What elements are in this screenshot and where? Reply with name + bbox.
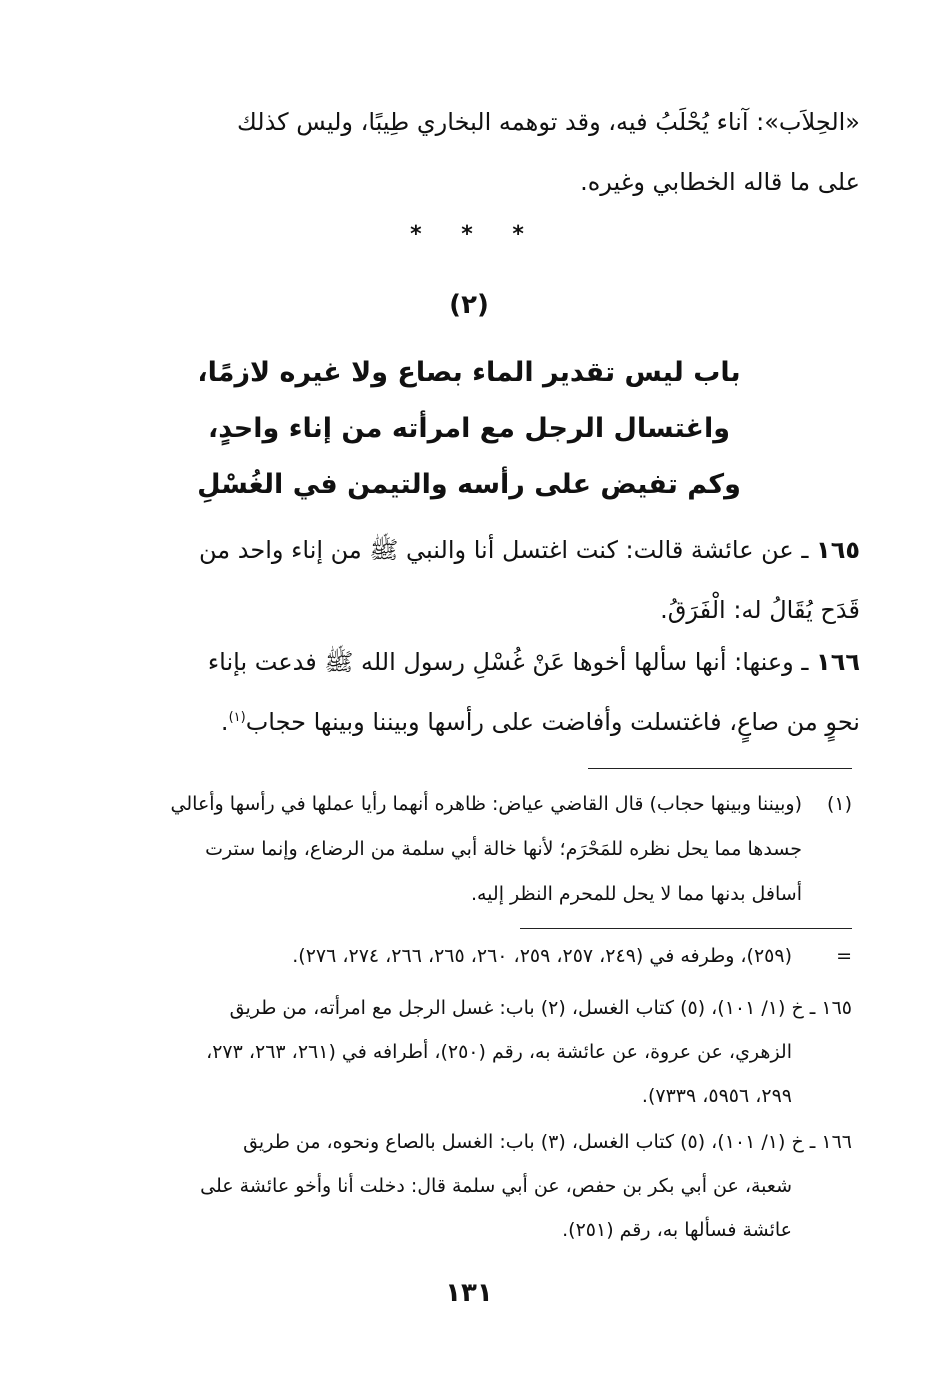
footnote-reference[interactable]: (١) xyxy=(228,710,246,725)
footnote-text: (وبيننا وبينها حجاب) قال القاضي عياض: ظاهره أنهما رأيا عملها في رأسها وأعالي xyxy=(170,793,802,815)
page-number: ١٣١ xyxy=(445,1278,493,1308)
footnote-marker: (١) xyxy=(826,793,852,815)
intro-line: على ما قاله الخطابي وغيره. xyxy=(580,168,860,196)
intro-line: «الحِلاَب»: آناء يُحْلَبُ فيه، وقد توهمه البخاري طِيبًا، وليس كذلك xyxy=(237,108,860,136)
takhrij-line xyxy=(140,934,852,978)
hadith-number: ١٦٥ xyxy=(816,536,860,564)
takhrij-line: عائشة فسألها به، رقم (٢٥١). xyxy=(562,1219,792,1241)
hadith-text: ـ وعنها: أنها سألها أخوها عَنْ غُسْلِ رسول الله ﷺ فدعت بإناء xyxy=(207,648,809,676)
hadith-line: نحوٍ من صاعٍ، فاغتسلت وأفاضت على رأسها وبيننا وبينها حجاب$^{(١)}$. xyxy=(220,708,860,736)
takhrij-text: (٢٥٩)، وطرفه في (٢٤٩، ٢٥٧، ٢٥٩، ٢٦٠، ٢٦٥، ٢٦٦، ٢٧٤، ٢٧٦). xyxy=(292,945,792,967)
hadith-165 xyxy=(140,520,860,640)
takhrij-divider xyxy=(520,928,852,929)
takhrij-166 xyxy=(140,1120,852,1252)
takhrij-number: ١٦٥ xyxy=(821,997,852,1019)
chapter-title-line: باب ليس تقدير الماء بصاع ولا غيره لازمًا، xyxy=(197,357,741,388)
continuation-marker: = xyxy=(836,945,852,967)
footnote-divider xyxy=(588,768,852,769)
takhrij-165 xyxy=(140,986,852,1118)
takhrij-line xyxy=(140,1120,852,1164)
chapter-number: (٢) xyxy=(449,290,489,320)
chapter-title-line: واغتسال الرجل مع امرأته من إناء واحدٍ، xyxy=(207,413,731,444)
intro-paragraph xyxy=(140,92,860,212)
hadith-line: قَدَح يُقَالُ له: الْفَرَقُ. xyxy=(660,596,860,624)
chapter-title xyxy=(140,345,798,513)
takhrij-line xyxy=(140,986,852,1030)
hadith-line xyxy=(140,520,860,580)
takhrij-text: ـ خ (١/ ١٠١)، (٥) كتاب الغسل، (٢) باب: غسل الرجل مع امرأته، من طريق xyxy=(229,997,816,1019)
hadith-text: نحوٍ من صاعٍ، فاغتسلت وأفاضت على رأسها وبيننا وبينها حجاب xyxy=(245,708,860,736)
hadith-number: ١٦٦ xyxy=(816,648,860,676)
footnote-line: جسدها مما يحل نظره للمَحْرَم؛ لأنها خالة أبي سلمة من الرضاع، وإنما سترت xyxy=(205,838,802,860)
chapter-title-line: وكم تفيض على رأسه والتيمن في الغُسْلِ xyxy=(197,469,741,500)
footnote xyxy=(140,782,852,917)
takhrij-line: الزهري، عن عروة، عن عائشة به، رقم (٢٥٠)، أطرافه في (٢٦١، ٢٦٣، ٢٧٣، xyxy=(206,1041,792,1063)
takhrij-continuation xyxy=(140,934,852,978)
footnote-line xyxy=(140,782,852,827)
section-separator: * * * xyxy=(410,222,540,247)
footnote-line: أسافل بدنها مما لا يحل للمحرم النظر إليه. xyxy=(470,883,802,905)
takhrij-number: ١٦٦ xyxy=(821,1131,852,1153)
hadith-text: ـ عن عائشة قالت: كنت اغتسل أنا والنبي ﷺ من إناء واحد من xyxy=(199,536,809,564)
hadith-166 xyxy=(140,632,860,752)
takhrij-line: شعبة، عن أبي بكر بن حفص، عن أبي سلمة قال: دخلت أنا وأخو عائشة على xyxy=(200,1175,792,1197)
takhrij-text: ـ خ (١/ ١٠١)، (٥) كتاب الغسل، (٣) باب: الغسل بالصاع ونحوه، من طريق xyxy=(243,1131,816,1153)
hadith-line xyxy=(140,632,860,692)
takhrij-line: ٢٩٩، ٥٩٥٦، ٧٣٣٩). xyxy=(641,1085,792,1107)
